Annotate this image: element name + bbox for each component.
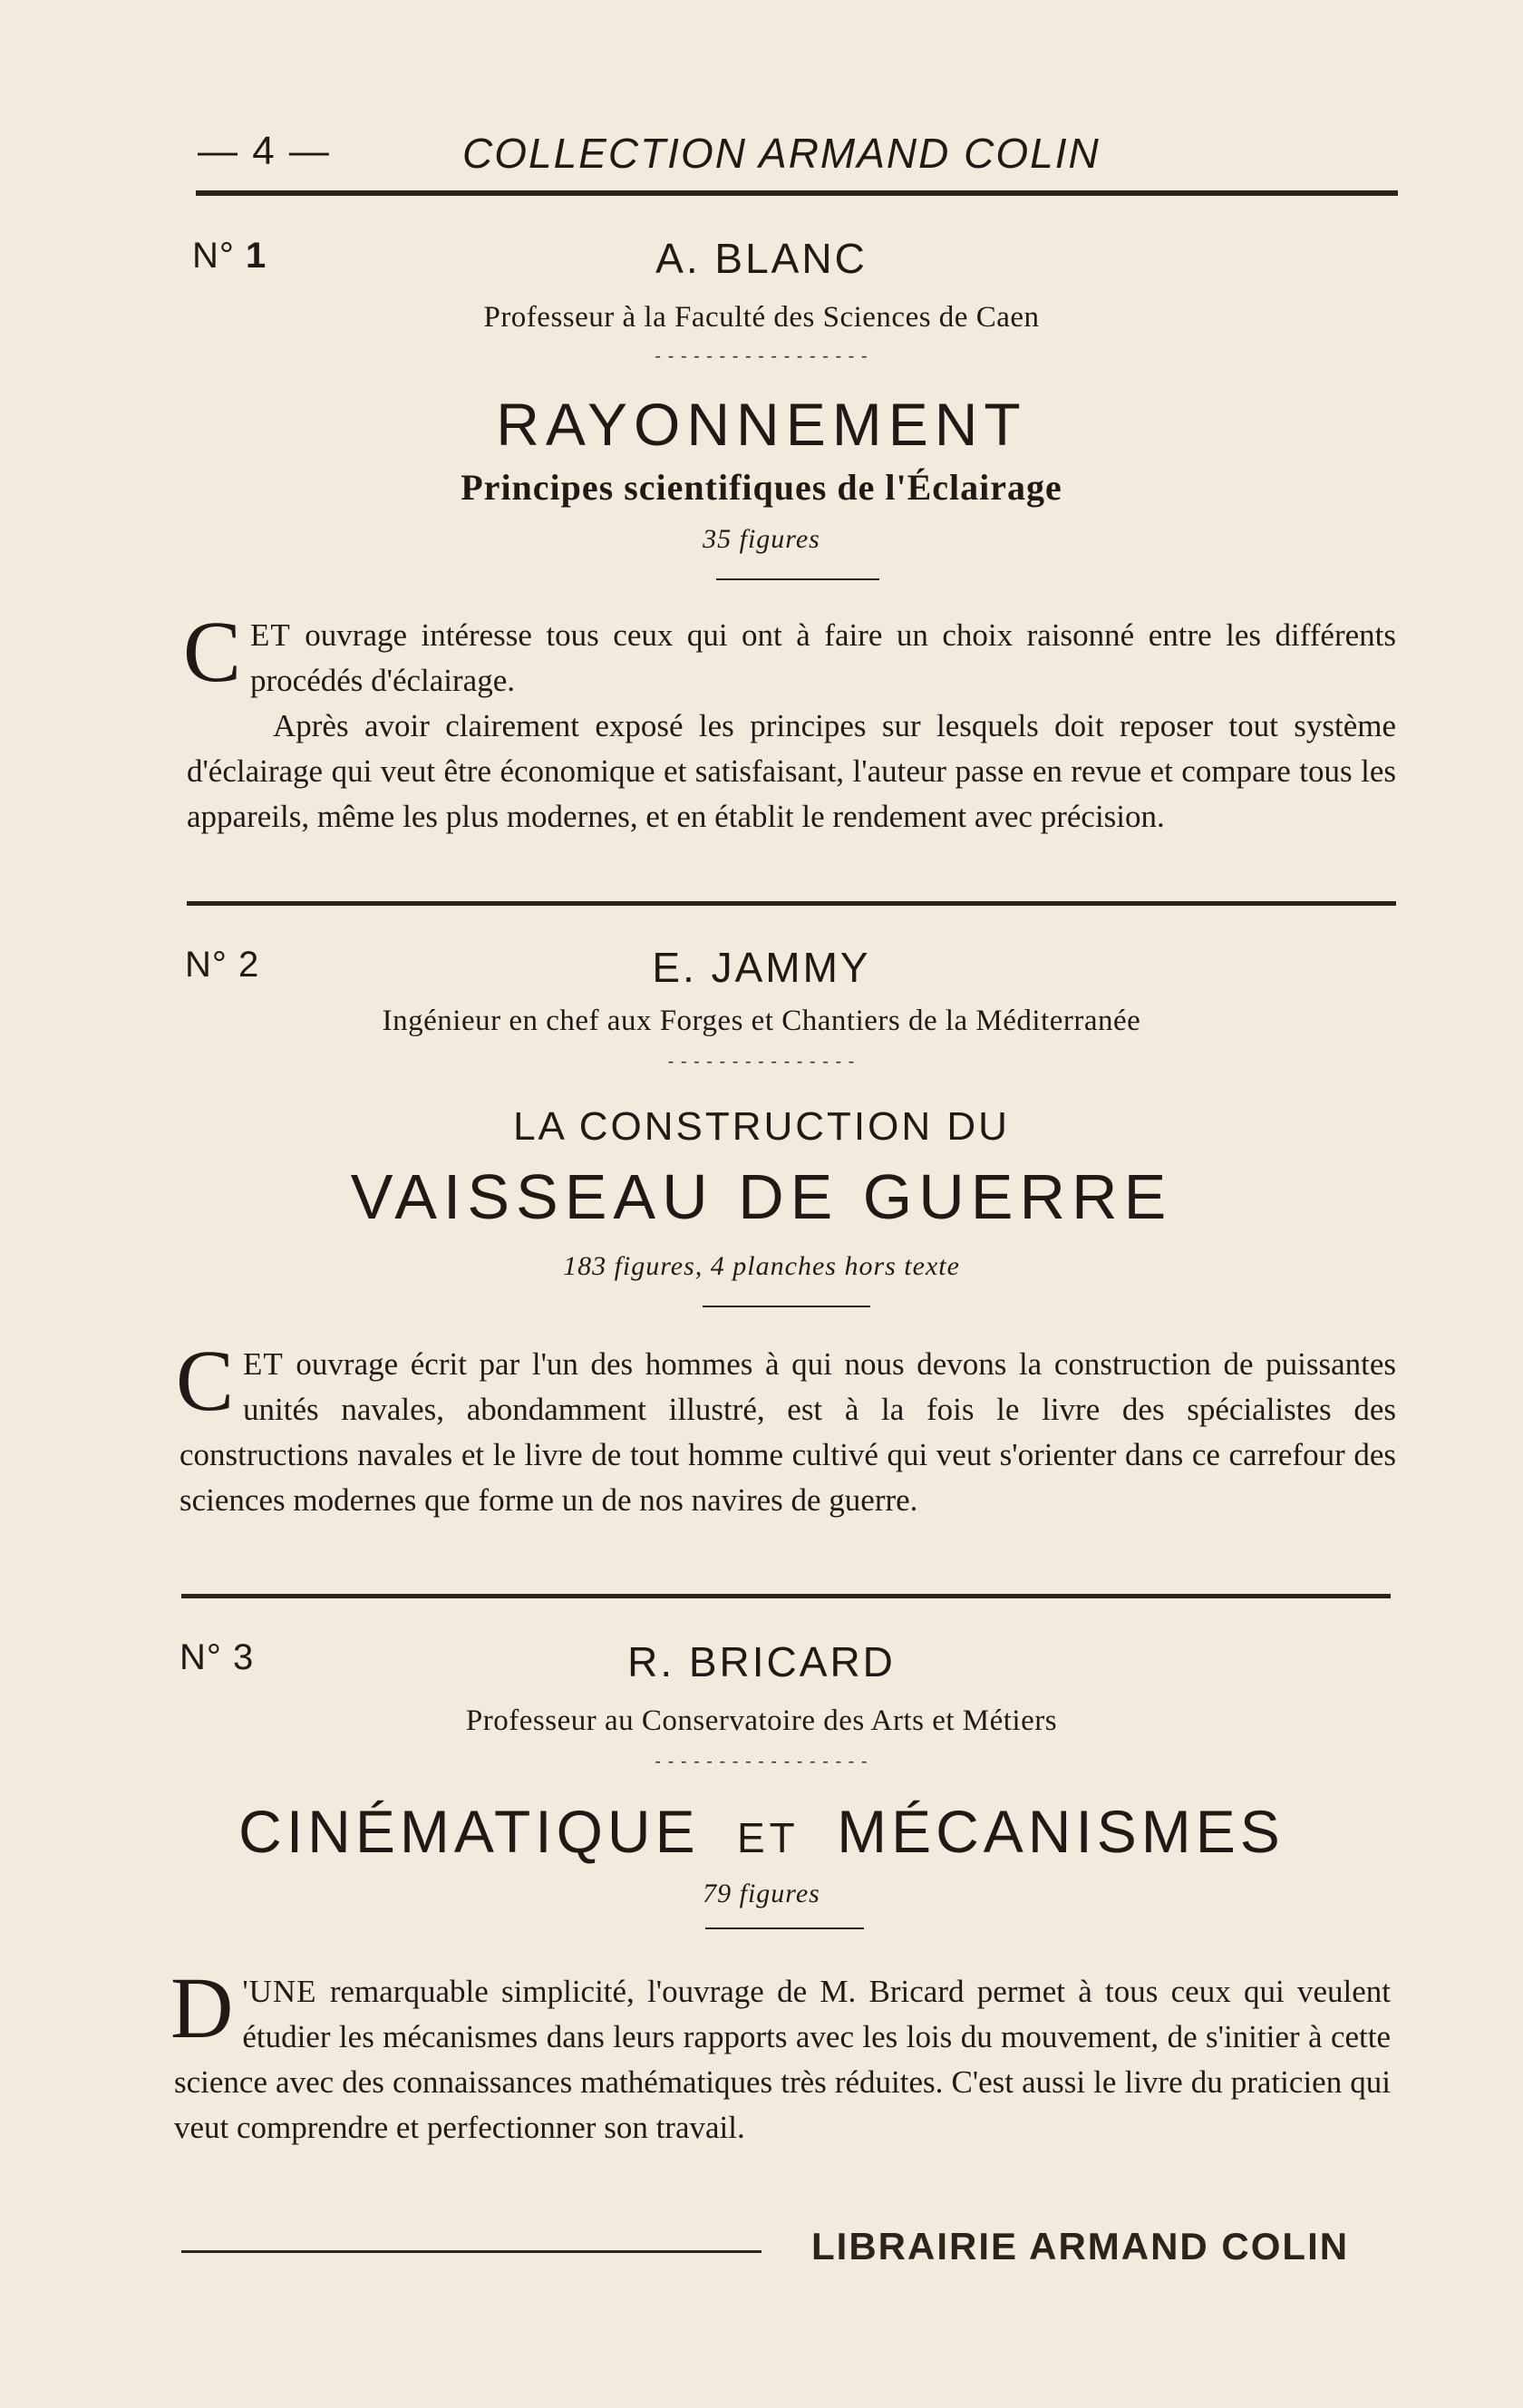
footer-rule [181, 2250, 762, 2253]
book-description [183, 603, 1396, 840]
author-name: E. JAMMY [652, 944, 871, 991]
drop-cap: C [183, 603, 242, 700]
number-prefix: N° [179, 1637, 222, 1677]
number-value: 3 [233, 1637, 255, 1677]
author-affiliation: Professeur au Conservatoire des Arts et Métiers [465, 1704, 1058, 1737]
section-rule [187, 901, 1396, 906]
author-name: A. BLANC [655, 235, 868, 282]
description-text: remarquable simplicité, l'ouvrage de M. Bricard permet à tous ceux qui veulent étudier les mécanismes dans leurs rapports avec les lois du mouvement, de s'initier à cette science avec des connaissances mathématiques très réduites. C'est aussi le livre du praticien qui veut comprendre et perfectionner son travail. [174, 1974, 1391, 2145]
author-affiliation: Ingénieur en chef aux Forges et Chantiers de la Méditerranée [382, 1005, 1141, 1037]
author-name: R. BRICARD [627, 1638, 896, 1685]
description-text: ouvrage intéresse tous ceux qui ont à faire un choix raisonné entre les différents procédés d'éclairage. [250, 617, 1396, 698]
book-title [0, 1797, 1523, 1866]
book-title: RAYONNEMENT [496, 391, 1027, 458]
book-title: VAISSEAU DE GUERRE [350, 1161, 1173, 1232]
page-header [190, 129, 1396, 183]
short-rule [705, 1927, 864, 1929]
drop-cap: C [176, 1332, 235, 1429]
short-rule [703, 1306, 870, 1307]
number-prefix: N° [185, 945, 228, 985]
number-value: 2 [238, 945, 260, 985]
collection-title: COLLECTION ARMAND COLIN [462, 130, 1101, 177]
lead-word: 'UNE [242, 1974, 317, 2009]
dashed-separator: - - - - - - - - - - - - - - - - - [655, 1752, 868, 1772]
book-description [170, 1959, 1391, 2151]
short-rule [716, 578, 879, 580]
number-prefix: N° [192, 236, 235, 276]
author-affiliation: Professeur à la Faculté des Sciences de Caen [483, 301, 1040, 334]
lead-word: ET [250, 617, 291, 653]
page-number: — 4 — [198, 129, 331, 173]
header-rule [196, 190, 1398, 196]
title-conjunction: ET [736, 1814, 800, 1861]
title-part: MÉCANISMES [837, 1798, 1285, 1865]
dashed-separator: - - - - - - - - - - - - - - - [667, 1052, 856, 1072]
book-description [176, 1332, 1396, 1523]
description-text: Après avoir clairement exposé les principes sur lesquels doit reposer tout système d'éclairage qui veut être économique et satisfaisant, l'auteur passe en revue et compare tous les appareils, même les plus modernes, et en établit le rendement avec précision. [187, 708, 1396, 834]
number-value: 1 [246, 236, 267, 276]
book-subtitle: Principes scientifiques de l'Éclairage [461, 467, 1062, 508]
description-text: ouvrage écrit par l'un des hommes à qui nous devons la construction de puissantes unités navales, abondamment illustré, est à la fois le livre des spécialistes des constructions navales et le livre de tout homme cultivé qui veut s'orienter dans ce carrefour des sciences modernes que forme un de nos navires de guerre. [179, 1346, 1396, 1518]
figure-count: 35 figures [703, 524, 820, 554]
figure-count: 79 figures [703, 1879, 820, 1908]
title-part: CINÉMATIQUE [238, 1798, 700, 1865]
dashed-separator: - - - - - - - - - - - - - - - - - [655, 346, 868, 366]
figure-count: 183 figures, 4 planches hors texte [563, 1251, 960, 1281]
drop-cap: D [170, 1959, 234, 2056]
book-title-prefix: LA CONSTRUCTION DU [513, 1104, 1010, 1149]
publisher-name: LIBRAIRIE ARMAND COLIN [811, 2225, 1350, 2267]
lead-word: ET [243, 1346, 284, 1382]
section-rule [181, 1594, 1391, 1598]
